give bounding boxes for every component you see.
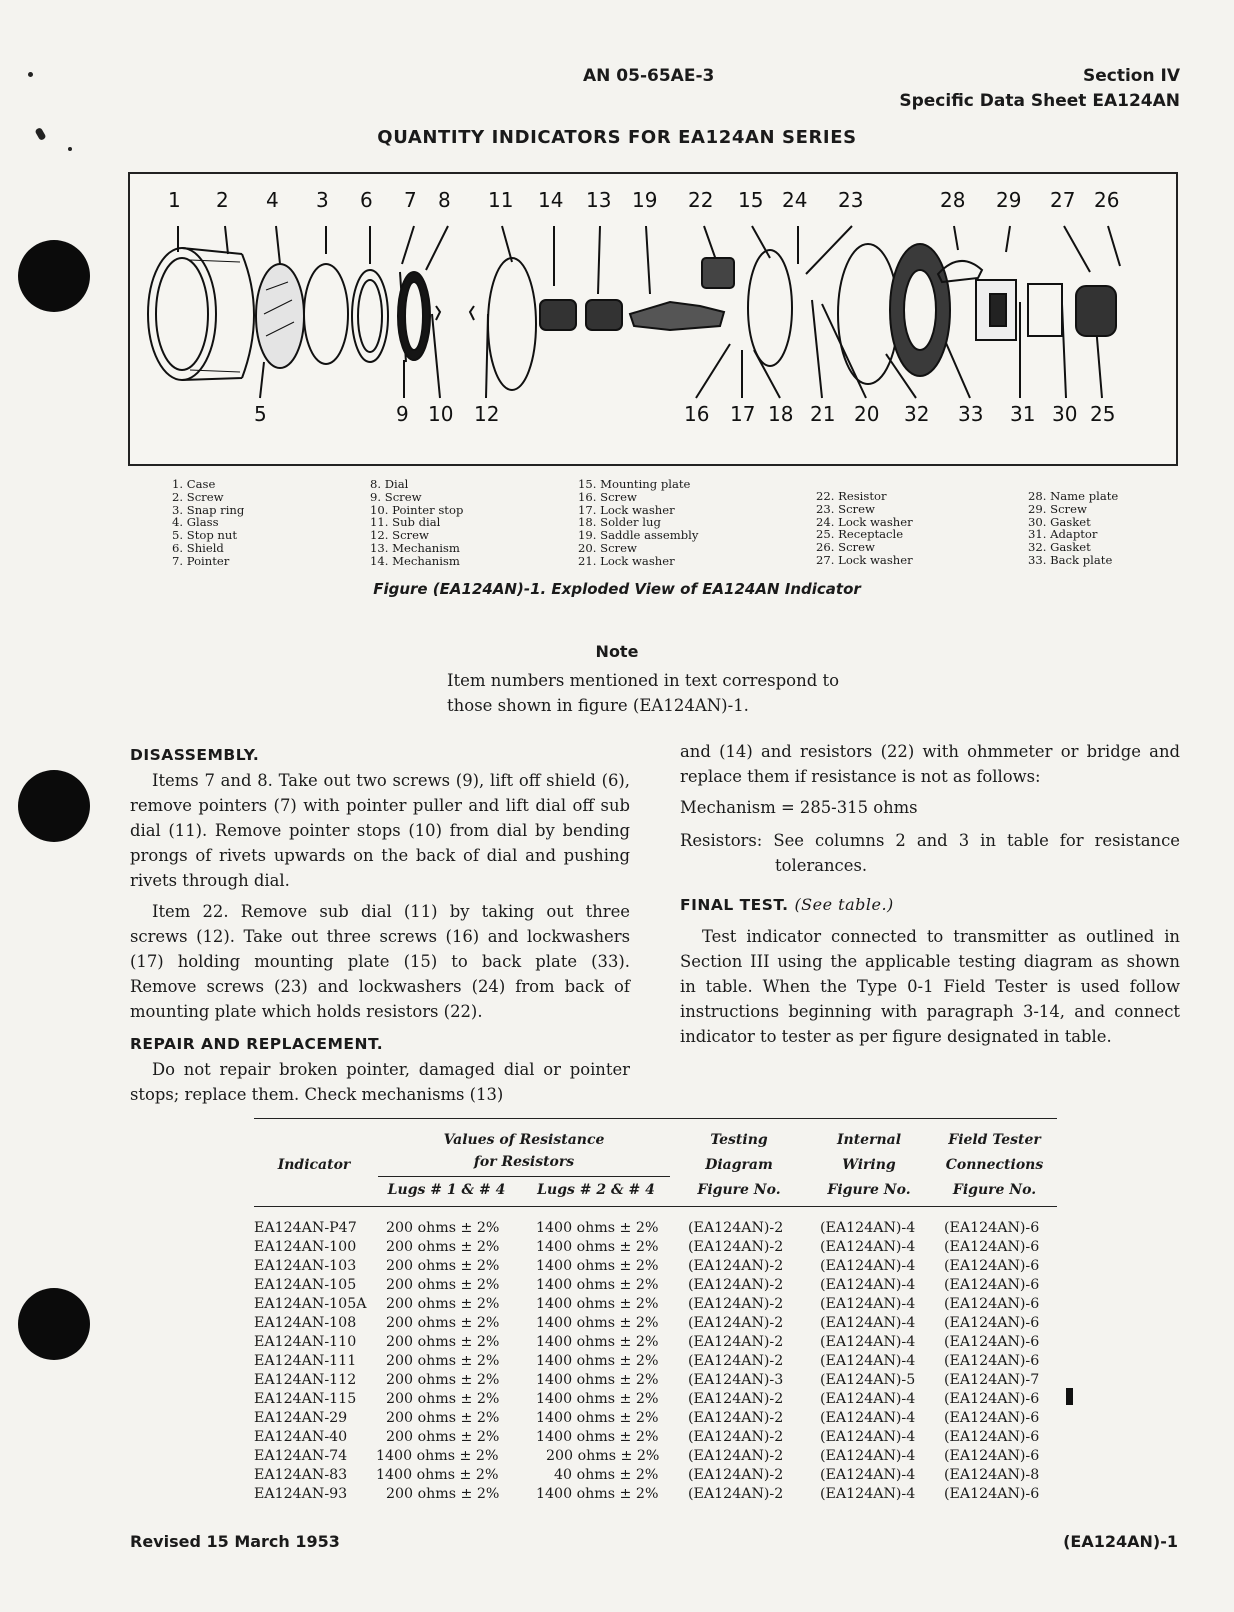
part-callout: 14 (538, 188, 564, 212)
cell-lugs-1-4: 200 ohms ± 2% (386, 1258, 500, 1274)
document-number: AN 05-65AE-3 (583, 66, 715, 86)
cell-field: (EA124AN)-6 (944, 1486, 1040, 1502)
cell-field: (EA124AN)-6 (944, 1429, 1040, 1445)
cell-internal: (EA124AN)-4 (820, 1353, 916, 1369)
cell-testing: (EA124AN)-2 (688, 1429, 784, 1445)
cell-field: (EA124AN)-6 (944, 1239, 1040, 1255)
cell-lugs-2-4: 1400 ohms ± 2% (536, 1486, 659, 1502)
cell-field: (EA124AN)-6 (944, 1220, 1040, 1236)
page-number: (EA124AN)-1 (1063, 1532, 1178, 1551)
final-test-heading (680, 892, 1180, 918)
cell-internal: (EA124AN)-4 (820, 1296, 916, 1312)
cell-internal: (EA124AN)-5 (820, 1372, 916, 1388)
cell-internal: (EA124AN)-4 (820, 1315, 916, 1331)
cell-testing: (EA124AN)-2 (688, 1448, 784, 1464)
part-callout: 8 (438, 188, 451, 212)
header-lugs-1-4: Lugs # 1 & # 4 (387, 1182, 506, 1198)
part-item: 18. Solder lug (578, 515, 661, 530)
part-callout: 30 (1052, 402, 1078, 426)
cell-lugs-2-4: 40 ohms ± 2% (554, 1467, 659, 1483)
cell-internal: (EA124AN)-4 (820, 1448, 916, 1464)
disassembly-heading: DISASSEMBLY. (130, 746, 260, 764)
part-item: 8. Dial (370, 477, 409, 491)
figure-caption: Figure (EA124AN)-1. Exploded View of EA124AN Indicator (373, 580, 861, 598)
cell-lugs-1-4: 1400 ohms ± 2% (376, 1448, 499, 1464)
cell-indicator: EA124AN-103 (254, 1258, 357, 1274)
cell-lugs-2-4: 1400 ohms ± 2% (536, 1239, 659, 1255)
resistor-tolerance: Resistors: See columns 2 and 3 in table for resistance tolerances. (680, 831, 1180, 875)
cell-testing: (EA124AN)-2 (688, 1467, 784, 1483)
final-test-title: FINAL TEST. (680, 896, 789, 914)
data-sheet-label: Specific Data Sheet EA124AN (899, 91, 1180, 111)
part-item: 11. Sub dial (370, 515, 441, 530)
part-callout: 9 (396, 402, 409, 426)
part-callout: 24 (782, 188, 808, 212)
resistance-check-paragraph: and (14) and resistors (22) with ohmmeter or bridge and replace them if resistance is not as follows: (680, 742, 1180, 786)
part-item: 13. Mechanism (370, 540, 460, 555)
cell-field: (EA124AN)-8 (944, 1467, 1040, 1483)
cell-field: (EA124AN)-7 (944, 1372, 1040, 1388)
cell-lugs-2-4: 200 ohms ± 2% (546, 1448, 660, 1464)
part-item: 24. Lock washer (816, 514, 913, 529)
cell-testing: (EA124AN)-2 (688, 1296, 784, 1312)
part-callout: 5 (254, 402, 267, 426)
part-item: 19. Saddle assembly (578, 528, 699, 543)
repair-paragraph: Do not repair broken pointer, damaged dial or pointer stops; replace them. Check mechanisms (13) (130, 1060, 630, 1104)
part-callout: 6 (360, 188, 373, 212)
cell-indicator: EA124AN-29 (254, 1410, 348, 1426)
part-callout: 4 (266, 188, 279, 212)
part-callout: 25 (1090, 402, 1116, 426)
revision-date: Revised 15 March 1953 (130, 1532, 340, 1551)
part-callout: 1 (168, 188, 181, 212)
cell-internal: (EA124AN)-4 (820, 1220, 916, 1236)
exploded-view-figure (128, 172, 1178, 466)
cell-testing: (EA124AN)-2 (688, 1410, 784, 1426)
header-field-2: Connections (945, 1157, 1044, 1173)
cell-lugs-2-4: 1400 ohms ± 2% (536, 1353, 659, 1369)
binder-hole-top (18, 240, 90, 312)
part-item: 32. Gasket (1028, 540, 1091, 555)
cell-lugs-1-4: 200 ohms ± 2% (386, 1239, 500, 1255)
cell-indicator: EA124AN-111 (254, 1353, 357, 1369)
header-group-rule (378, 1176, 670, 1177)
part-callout: 20 (854, 402, 880, 426)
part-callout: 19 (632, 188, 658, 212)
part-callout: 17 (730, 402, 756, 426)
header-testing-2: Diagram (705, 1157, 773, 1173)
parts-list-column-4 (816, 490, 913, 567)
cell-indicator: EA124AN-100 (254, 1239, 357, 1255)
header-testing-1: Testing (710, 1132, 768, 1148)
header-values-line-2: for Resistors (473, 1154, 575, 1170)
cell-indicator: EA124AN-112 (254, 1372, 357, 1388)
cell-testing: (EA124AN)-2 (688, 1258, 784, 1274)
cell-lugs-1-4: 200 ohms ± 2% (386, 1391, 500, 1407)
part-item: 25. Receptacle (816, 527, 904, 542)
part-item: 31. Adaptor (1028, 527, 1098, 542)
part-item: 23. Screw (816, 501, 875, 516)
note-text: Item numbers mentioned in text correspond to those shown in figure (EA124AN)-1. (447, 671, 840, 715)
cell-field: (EA124AN)-6 (944, 1410, 1040, 1426)
part-item: 3. Snap ring (172, 502, 245, 517)
part-callout: 18 (768, 402, 794, 426)
part-item: 26. Screw (816, 540, 875, 555)
cell-internal: (EA124AN)-4 (820, 1410, 916, 1426)
header-field-1: Field Tester (948, 1132, 1041, 1148)
binder-hole-middle (18, 770, 90, 842)
part-callout: 7 (404, 188, 417, 212)
cell-field: (EA124AN)-6 (944, 1296, 1040, 1312)
cell-indicator: EA124AN-83 (254, 1467, 348, 1483)
part-item: 6. Shield (172, 540, 224, 555)
note-title: Note (595, 642, 639, 661)
part-callout: 16 (684, 402, 710, 426)
part-item: 21. Lock washer (578, 553, 675, 568)
part-callout: 33 (958, 402, 984, 426)
cell-lugs-1-4: 1400 ohms ± 2% (376, 1467, 499, 1483)
cell-internal: (EA124AN)-4 (820, 1258, 916, 1274)
cell-lugs-1-4: 200 ohms ± 2% (386, 1334, 500, 1350)
cell-internal: (EA124AN)-4 (820, 1486, 916, 1502)
header-internal-2: Wiring (842, 1157, 896, 1173)
cell-internal: (EA124AN)-4 (820, 1429, 916, 1445)
cell-lugs-1-4: 200 ohms ± 2% (386, 1372, 500, 1388)
cell-field: (EA124AN)-6 (944, 1258, 1040, 1274)
cell-lugs-2-4: 1400 ohms ± 2% (536, 1277, 659, 1293)
binder-hole-bottom (18, 1288, 90, 1360)
part-item: 27. Lock washer (816, 552, 913, 567)
cell-testing: (EA124AN)-2 (688, 1315, 784, 1331)
cell-testing: (EA124AN)-2 (688, 1391, 784, 1407)
part-item: 10. Pointer stop (370, 502, 464, 517)
part-item: 4. Glass (172, 515, 219, 530)
change-bar-mark (1066, 1388, 1073, 1405)
part-callout: 21 (810, 402, 836, 426)
cell-lugs-2-4: 1400 ohms ± 2% (536, 1258, 659, 1274)
part-callout: 29 (996, 188, 1022, 212)
table-top-rule (254, 1118, 1057, 1119)
mechanism-resistance: Mechanism = 285-315 ohms (680, 798, 918, 817)
cell-indicator: EA124AN-105A (254, 1296, 367, 1312)
part-callout: 26 (1094, 188, 1120, 212)
part-callout: 27 (1050, 188, 1076, 212)
cell-testing: (EA124AN)-2 (688, 1220, 784, 1236)
header-internal-3: Figure No. (827, 1182, 911, 1198)
part-item: 20. Screw (578, 540, 637, 555)
cell-lugs-1-4: 200 ohms ± 2% (386, 1277, 500, 1293)
cell-lugs-2-4: 1400 ohms ± 2% (536, 1334, 659, 1350)
header-testing-3: Figure No. (697, 1182, 781, 1198)
cell-lugs-1-4: 200 ohms ± 2% (386, 1296, 500, 1312)
cell-lugs-2-4: 1400 ohms ± 2% (536, 1410, 659, 1426)
part-item: 30. Gasket (1028, 514, 1091, 529)
final-test-see-table: (See table.) (794, 895, 894, 914)
cell-lugs-1-4: 200 ohms ± 2% (386, 1486, 500, 1502)
cell-internal: (EA124AN)-4 (820, 1277, 916, 1293)
part-item: 7. Pointer (172, 553, 230, 568)
part-item: 17. Lock washer (578, 502, 675, 517)
page-title: QUANTITY INDICATORS FOR EA124AN SERIES (377, 127, 857, 148)
part-item: 14. Mechanism (370, 553, 460, 568)
part-item: 28. Name plate (1028, 489, 1119, 503)
cell-field: (EA124AN)-6 (944, 1353, 1040, 1369)
part-item: 16. Screw (578, 489, 637, 504)
cell-lugs-1-4: 200 ohms ± 2% (386, 1220, 500, 1236)
cell-testing: (EA124AN)-2 (688, 1486, 784, 1502)
cell-lugs-2-4: 1400 ohms ± 2% (536, 1315, 659, 1331)
cell-field: (EA124AN)-6 (944, 1448, 1040, 1464)
part-callout: 31 (1010, 402, 1036, 426)
cell-indicator: EA124AN-40 (254, 1429, 348, 1445)
cell-testing: (EA124AN)-2 (688, 1334, 784, 1350)
part-item: 1. Case (172, 477, 216, 491)
part-callout: 32 (904, 402, 930, 426)
cell-indicator: EA124AN-P47 (254, 1220, 357, 1236)
cell-internal: (EA124AN)-4 (820, 1334, 916, 1350)
parts-list-column-2 (370, 478, 463, 568)
part-item: 22. Resistor (816, 489, 887, 503)
part-item: 33. Back plate (1028, 552, 1113, 567)
part-item: 5. Stop nut (172, 528, 238, 543)
header-bottom-rule (254, 1206, 1057, 1207)
parts-list-column-3 (578, 478, 698, 568)
part-callout: 13 (586, 188, 612, 212)
final-test-paragraph: Test indicator connected to transmitter as outlined in Section III using the applicable testing diagram as shown in table. When the Type 0-1 Field Tester is used follow instructions beginning with paragraph 3-14, and connect indicator to tester as per figure designated in table. (680, 927, 1180, 1046)
parts-list-column-5 (1028, 490, 1118, 567)
cell-indicator: EA124AN-110 (254, 1334, 357, 1350)
part-callout: 2 (216, 188, 229, 212)
part-callout: 3 (316, 188, 329, 212)
part-item: 9. Screw (370, 489, 422, 504)
cell-lugs-1-4: 200 ohms ± 2% (386, 1429, 500, 1445)
cell-field: (EA124AN)-6 (944, 1334, 1040, 1350)
cell-field: (EA124AN)-6 (944, 1315, 1040, 1331)
cell-lugs-2-4: 1400 ohms ± 2% (536, 1296, 659, 1312)
right-text-column (680, 739, 1180, 1049)
part-item: 2. Screw (172, 489, 224, 504)
part-callout: 10 (428, 402, 454, 426)
part-callout: 12 (474, 402, 500, 426)
header-internal-1: Internal (836, 1132, 902, 1148)
part-callout: 11 (488, 188, 514, 212)
header-lugs-2-4: Lugs # 2 & # 4 (537, 1182, 655, 1198)
cell-internal: (EA124AN)-4 (820, 1239, 916, 1255)
cell-lugs-2-4: 1400 ohms ± 2% (536, 1220, 659, 1236)
scan-speck (28, 72, 33, 77)
cell-lugs-1-4: 200 ohms ± 2% (386, 1410, 500, 1426)
part-callout: 22 (688, 188, 714, 212)
left-text-column (130, 743, 630, 1107)
part-item: 29. Screw (1028, 501, 1087, 516)
cell-lugs-1-4: 200 ohms ± 2% (386, 1315, 500, 1331)
cell-internal: (EA124AN)-4 (820, 1467, 916, 1483)
header-field-3: Figure No. (952, 1182, 1037, 1198)
part-callout: 28 (940, 188, 966, 212)
cell-testing: (EA124AN)-2 (688, 1277, 784, 1293)
cell-indicator: EA124AN-93 (254, 1486, 348, 1502)
cell-lugs-1-4: 200 ohms ± 2% (386, 1353, 500, 1369)
cell-lugs-2-4: 1400 ohms ± 2% (536, 1429, 659, 1445)
cell-testing: (EA124AN)-2 (688, 1239, 784, 1255)
cell-indicator: EA124AN-108 (254, 1315, 357, 1331)
cell-indicator: EA124AN-74 (254, 1448, 348, 1464)
part-callout: 23 (838, 188, 864, 212)
disassembly-paragraph-1: Items 7 and 8. Take out two screws (9), lift off shield (6), remove pointers (7) with pointer puller and lift dial off sub dial (11). Remove pointer stops (10) from dial by bending prongs of rivets upwards on the back of dial and pushing rivets through dial. (130, 771, 630, 890)
cell-internal: (EA124AN)-4 (820, 1391, 916, 1407)
cell-field: (EA124AN)-6 (944, 1277, 1040, 1293)
part-callout: 15 (738, 188, 764, 212)
cell-lugs-2-4: 1400 ohms ± 2% (536, 1391, 659, 1407)
section-label: Section IV (1083, 66, 1180, 86)
part-item: 12. Screw (370, 528, 429, 543)
header-values-line-1: Values of Resistance (443, 1132, 605, 1148)
cell-indicator: EA124AN-105 (254, 1277, 357, 1293)
cell-indicator: EA124AN-115 (254, 1391, 357, 1407)
cell-lugs-2-4: 1400 ohms ± 2% (536, 1372, 659, 1388)
parts-list-column-1 (172, 478, 244, 568)
cell-testing: (EA124AN)-3 (688, 1372, 784, 1388)
cell-testing: (EA124AN)-2 (688, 1353, 784, 1369)
header-indicator: Indicator (277, 1157, 351, 1173)
disassembly-paragraph-2: Item 22. Remove sub dial (11) by taking out three screws (12). Take out three screws (16) and lockwashers (17) holding mounting plate (15) to back plate (33). Remove screws (23) and lockwashers (24) from back of mounting plate which holds resistors (22). (130, 902, 630, 1021)
repair-heading: REPAIR AND REPLACEMENT. (130, 1035, 384, 1053)
part-item: 15. Mounting plate (578, 477, 691, 491)
cell-field: (EA124AN)-6 (944, 1391, 1040, 1407)
